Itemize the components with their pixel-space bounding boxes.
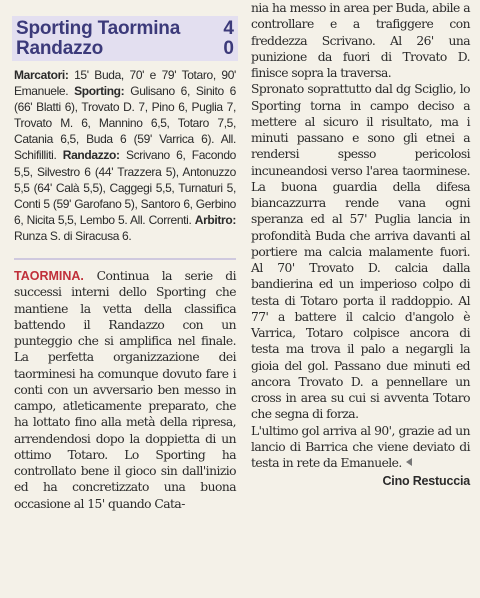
article-paragraph-2: Spronato soprattutto dal dg Sciglio, lo Sporting torna in campo deciso a mettere al sicuro il risultato, ma i minuti passano e sono gli etnei a rendersi spesso pericolosi incuneandosi verso l'area taorminese. La buona guardia della difesa biancazzurra rende vana ogni speranza ed al 57' Puglia lancia in profondità Buda che arriva davanti al portiere ma calcia malamente fuori. Al 70' Trovato D. calcia dalla bandierina ed un imperioso colpo di testa di Totaro porta il raddoppio. Al 77' a battere il calcio d'angolo è Varrica, Totaro colpisce ancora di testa ma trova il palo a negargli la gioia del gol. Passano due minuti ed ancora Trovato D. a pennellare un cross in area su cui si avventa Totaro che segna di forza. [251, 82, 470, 422]
scoreboard [12, 16, 238, 61]
byline: Cino Restuccia [382, 474, 470, 489]
sporting-text: Gulisano 6, Sinito 6 (66' Blatti 6), Trovato D. 7, Pino 6, Puglia 7, Trovato M. 6, Mannino 6,5, Totaro 7,5, Catania 6,5, Buda 6 (59' Varrica 6). All. Schifilliti. [14, 84, 237, 163]
article-body-left [14, 268, 236, 512]
away-team: Randazzo [16, 38, 104, 59]
home-row [16, 19, 234, 39]
marcatori-label: Marcatori: [14, 68, 69, 82]
left-column [14, 16, 236, 512]
marcatori-text: 15' Buda, 70' e 79' Totaro, 90' Emanuele. [14, 68, 236, 99]
article-body-right [251, 0, 470, 471]
randazzo-label: Randazzo: [62, 148, 120, 163]
away-score: 0 [223, 38, 234, 59]
randazzo-text: Scrivano 6, Facondo 5,5, Silvestro 6 (44' Trazzera 5), Antonuzzo 5,5 (64' Calà 5,5), Caggegi 5,5, Turnaturi 5, Conti 5 (59' Garofano 5), Santoro 6, Gerbino 6, Nicita 5,5, Lembo 5. All. Correnti. [14, 148, 237, 227]
away-row [16, 39, 234, 59]
article-paragraph-1: nia ha messo in area per Buda, abile a controllare e a trafiggere con freddezza Scrivano. Al 26' una punizione da fuori di Trovato D. finisce sopra la traversa. [251, 1, 470, 80]
match-sheet [14, 67, 236, 244]
right-column [251, 0, 470, 488]
article-kicker: TAORMINA. [14, 269, 84, 284]
arbitro-label: Arbitro: [194, 212, 236, 227]
sporting-label: Sporting: [74, 84, 125, 99]
arbitro-text: Runza S. di Siracusa 6. [14, 228, 132, 243]
section-divider [14, 258, 236, 260]
home-score: 4 [223, 18, 234, 39]
article-paragraph-3: L'ultimo gol arriva al 90', grazie ad un lancio di Barrica che viene deviato di testa in rete da Emanuele. [251, 423, 470, 470]
end-of-article-icon [406, 458, 412, 466]
home-team: Sporting Taormina [16, 18, 181, 39]
article-left-text: Continua la serie di successi interni dello Sporting che mantiene la vetta della classifica battendo il Randazzo con un punteggio che si amplifica nel finale. La perfetta organizzazione dei taorminesi ha comunque dovuto fare i conti con un avversario ben messo in campo, atleticamente preparato, che ha lottato fino alla metà della ripresa, arrendendosi dopo la doppietta di un ottimo Totaro. Lo Sporting ha controllato bene il gioco sin dall'inizio ed ha concretizzato una buona occasione al 15' quando Cata- [14, 269, 236, 511]
